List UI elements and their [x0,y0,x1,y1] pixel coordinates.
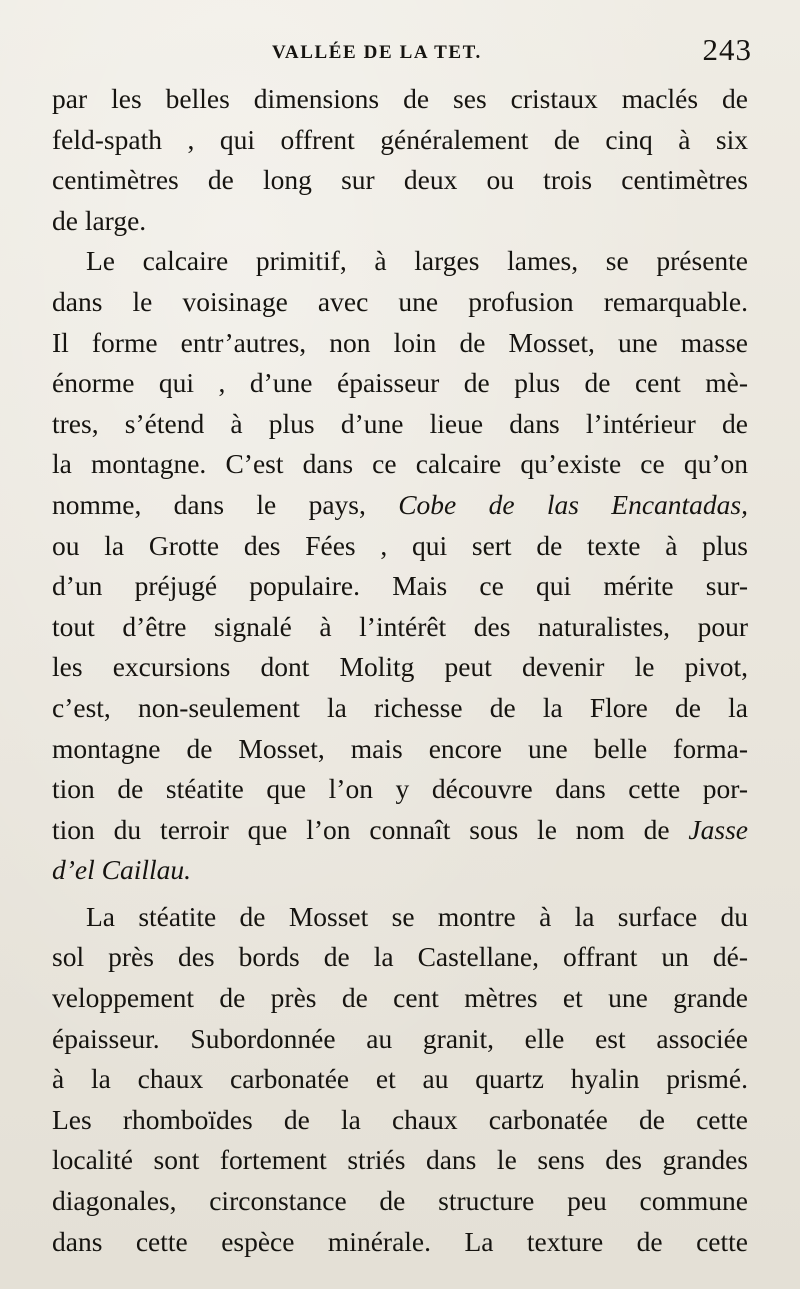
italic-place-name: d’el Caillau. [52,854,192,886]
text-line: La stéatite de Mosset se montre à la surface du [86,900,748,932]
text-line: tion de stéatite que l’on y découvre dans cette por- [52,773,748,805]
text-line: ou la Grotte des Fées , qui sert de texte à plus [52,529,748,561]
text-line: les excursions dont Molitg peut devenir le pivot, [52,651,748,683]
page-number: 243 [702,32,752,67]
text-line: dans cette espèce minérale. La texture de cette [52,1225,748,1257]
text-line: diagonales, circonstance de structure peu commune [52,1185,748,1217]
text-line: feld-spath , qui offrent généralement de cinq à six [52,123,748,155]
paragraph-2 [52,241,748,891]
text-line: c’est, non-seulement la richesse de la Flore de la [52,691,748,723]
text-line: à la chaux carbonatée et au quartz hyalin prismé. [52,1063,748,1095]
text-line: dans le voisinage avec une profusion remarquable. [52,285,748,317]
text-line: d’un préjugé populaire. Mais ce qui mérite sur- [52,570,748,602]
text-line: Il forme entr’autres, non loin de Mosset, une masse [52,326,748,358]
text-line: localité sont fortement striés dans le sens des grandes [52,1144,748,1176]
text-line [52,850,748,891]
text-segment: nomme, dans le pays, [52,488,366,520]
text-line: sol près des bords de la Castellane, offrant un dé- [52,941,748,973]
running-title: VALLÉE DE LA TET. [272,42,482,63]
italic-place-name: Cobe de las Encantadas, [398,488,748,520]
text-line: montagne de Mosset, mais encore une belle forma- [52,732,748,764]
text-line: de large. [52,204,147,236]
paragraph-1 [52,79,748,241]
text-line: épaisseur. Subordonnée au granit, elle est associée [52,1022,748,1054]
text-line: tout d’être signalé à l’intérêt des naturalistes, pour [52,610,748,642]
body-text [52,79,748,1262]
text-line [52,810,748,851]
text-line: centimètres de long sur deux ou trois centimètres [52,164,748,196]
page-header [52,32,752,72]
text-line: Le calcaire primitif, à larges lames, se présente [86,245,748,277]
text-line: Les rhomboïdes de la chaux carbonatée de cette [52,1103,748,1135]
text-line: énorme qui , d’une épaisseur de plus de cent mè- [52,367,748,399]
italic-place-name: Jasse [688,813,748,845]
text-line: par les belles dimensions de ses cristaux maclés de [52,83,748,114]
text-line [52,485,748,526]
text-line: veloppement de près de cent mètres et une grande [52,982,748,1014]
text-line: la montagne. C’est dans ce calcaire qu’existe ce qu’on [52,448,748,480]
text-line: tres, s’étend à plus d’une lieue dans l’intérieur de [52,407,748,439]
paragraph-3 [52,897,748,1262]
text-segment: tion du terroir que l’on connaît sous le nom de [52,813,670,845]
